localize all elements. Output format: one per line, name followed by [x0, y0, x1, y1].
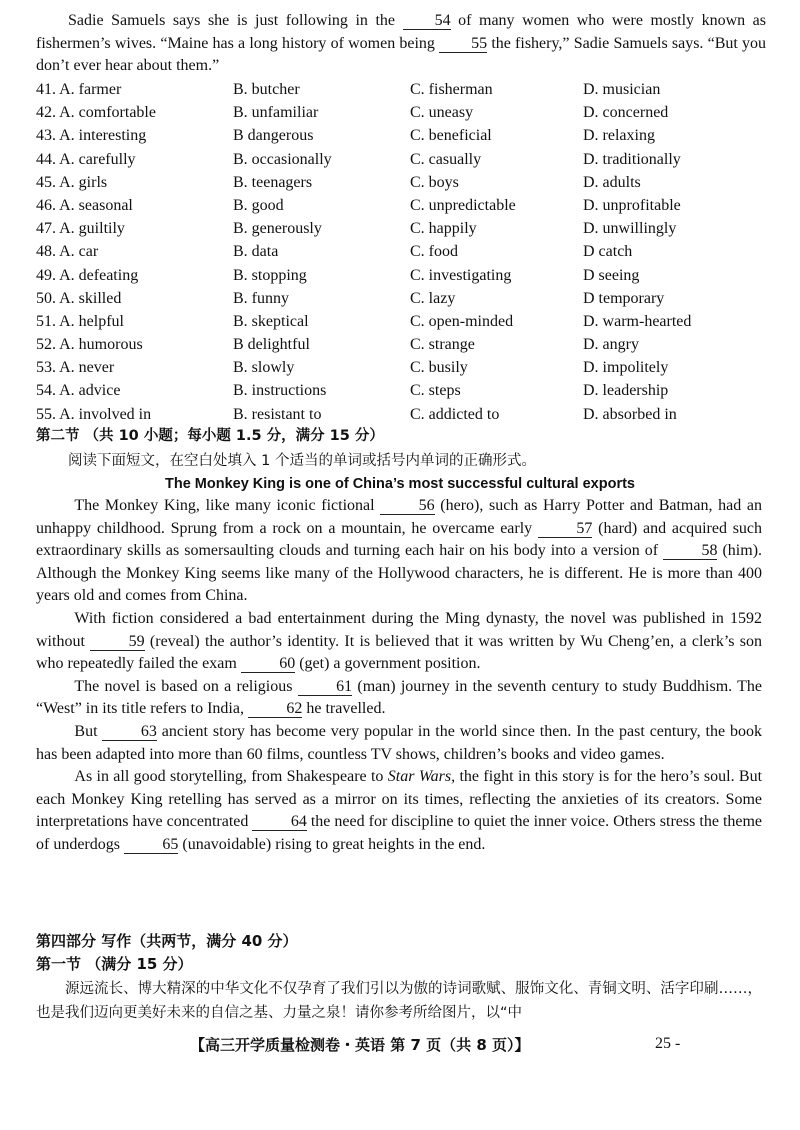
option-c[interactable]: C. food [410, 243, 458, 261]
cloze-paragraph: Sadie Samuels says she is just following in the 54 of many women who were mostly known as fishermen’s wives. “Maine has a long history of women being 55 the fishery,” Sadie Samuels says. “But you don’t ever hear about them.” [36, 12, 767, 74]
option-d[interactable]: D seeing [583, 266, 640, 284]
option-row [36, 124, 776, 147]
option-b[interactable]: B. funny [233, 289, 289, 307]
blank-61[interactable]: 61 [298, 679, 352, 696]
option-d[interactable]: D. warm-hearted [583, 312, 692, 330]
option-row [36, 333, 776, 356]
page-footer: 【高三开学质量检测卷・英语 第 7 页（共 8 页）】 [190, 1036, 530, 1054]
star-wars-title: Star Wars [387, 768, 452, 786]
option-d[interactable]: D catch [583, 243, 633, 261]
option-a[interactable]: 43. A. interesting [36, 127, 147, 145]
option-d[interactable]: D. unprofitable [583, 196, 681, 214]
option-row [36, 264, 776, 287]
option-row [36, 171, 776, 194]
option-a[interactable]: 50. A. skilled [36, 289, 122, 307]
blank-54[interactable]: 54 [403, 13, 451, 30]
option-a[interactable]: 44. A. carefully [36, 150, 136, 168]
option-b[interactable]: B. slowly [233, 359, 295, 377]
option-row [36, 403, 776, 426]
blank-63[interactable]: 63 [102, 724, 156, 741]
option-c[interactable]: C. uneasy [410, 104, 474, 122]
option-c[interactable]: C. lazy [410, 289, 456, 307]
blank-55[interactable]: 55 [439, 36, 487, 53]
option-a[interactable]: 49. A. defeating [36, 266, 139, 284]
option-b[interactable]: B. skeptical [233, 312, 309, 330]
option-b[interactable]: B. unfamiliar [233, 104, 319, 122]
blank-60[interactable]: 60 [241, 656, 295, 673]
option-row [36, 194, 776, 217]
option-a[interactable]: 47. A. guiltily [36, 220, 125, 238]
option-row [36, 356, 776, 379]
option-c[interactable]: C. addicted to [410, 405, 500, 423]
option-b[interactable]: B. teenagers [233, 173, 313, 191]
blank-59[interactable]: 59 [90, 634, 144, 651]
option-d[interactable]: D. adults [583, 173, 641, 191]
option-row [36, 287, 776, 310]
section2-instruction: 阅读下面短文，在空白处填入 1 个适当的单词或括号内单词的正确形式。 [68, 453, 536, 469]
option-c[interactable]: C. casually [410, 150, 482, 168]
passage-paragraph-5: As in all good storytelling, from Shakespeare to Star Wars, the fight in this story is for the hero’s soul. But each Monkey King retelling has served as a mirror on its times, reflecting the anxieties of its creators. Some interpretations have concentrated 64 the need for discipline to quiet the inner voice. Others stress the theme of underdogs 65 (unavoidable) rising to great heights in the end. [36, 768, 763, 853]
passage-paragraph-3: The novel is based on a religious 61 (man) journey in the seventh century to study Buddhism. The “West” in its title refers to India, 62 he travelled. [36, 677, 762, 718]
option-a[interactable]: 48. A. car [36, 243, 99, 261]
option-c[interactable]: C. steps [410, 382, 461, 400]
option-d[interactable]: D. relaxing [583, 127, 655, 145]
option-d[interactable]: D. leadership [583, 382, 669, 400]
blank-62[interactable]: 62 [248, 701, 302, 718]
blank-57[interactable]: 57 [538, 521, 592, 538]
option-row [36, 148, 776, 171]
option-d[interactable]: D. concerned [583, 104, 669, 122]
option-row [36, 78, 776, 101]
option-d[interactable]: D temporary [583, 289, 665, 307]
option-c[interactable]: C. investigating [410, 266, 512, 284]
option-c[interactable]: C. busily [410, 359, 468, 377]
page-number: 25 - [655, 1035, 681, 1052]
option-c[interactable]: C. fisherman [410, 81, 493, 98]
passage-paragraph-2: With fiction considered a bad entertainment during the Ming dynasty, the novel was published in 1592 without 59 (reveal) the author’s identity. It is believed that it was written by Wu Cheng’en, a clerk’s son who repeatedly failed the exam 60 (get) a government position. [36, 609, 763, 673]
option-row [36, 310, 776, 333]
option-b[interactable]: B dangerous [233, 127, 314, 145]
option-d[interactable]: D. impolitely [583, 359, 669, 377]
option-a[interactable]: 45. A. girls [36, 173, 108, 191]
option-row [36, 217, 776, 240]
passage-paragraph-1: The Monkey King, like many iconic fictional 56 (hero), such as Harry Potter and Batman, had an unhappy childhood. Sprung from a rock on a mountain, he overcame early 57 (hard) and acquired such extraordinary skills as somersaulting clouds and turning each hair on his body into a version of 58 (him). Although the Monkey King seems like many of the Hollywood characters, he is different. He is more than 400 years old and comes from China. [36, 497, 763, 605]
option-d[interactable]: D. traditionally [583, 150, 681, 168]
option-b[interactable]: B. resistant to [233, 405, 322, 423]
writing-prompt [36, 977, 762, 1025]
option-b[interactable]: B. stopping [233, 266, 307, 284]
option-d[interactable]: D. musician [583, 81, 661, 98]
grammar-passage [36, 495, 762, 857]
blank-65[interactable]: 65 [124, 837, 178, 854]
option-b[interactable]: B. good [233, 196, 284, 214]
option-row [36, 101, 776, 124]
option-a[interactable]: 53. A. never [36, 359, 115, 377]
option-b[interactable]: B. butcher [233, 81, 300, 98]
blank-56[interactable]: 56 [380, 498, 434, 515]
option-d[interactable]: D. unwillingly [583, 220, 677, 238]
option-row [36, 240, 776, 263]
option-c[interactable]: C. beneficial [410, 127, 492, 145]
option-a[interactable]: 52. A. humorous [36, 336, 143, 354]
option-c[interactable]: C. open-minded [410, 312, 514, 330]
option-a[interactable]: 46. A. seasonal [36, 196, 133, 214]
option-c[interactable]: C. happily [410, 220, 477, 238]
option-a[interactable]: 51. A. helpful [36, 312, 124, 330]
option-b[interactable]: B. data [233, 243, 279, 261]
option-a[interactable]: 42. A. comfortable [36, 104, 156, 122]
option-a[interactable]: 54. A. advice [36, 382, 121, 400]
option-row [36, 379, 776, 402]
option-a[interactable]: 55. A. involved in [36, 405, 152, 423]
blank-58[interactable]: 58 [663, 543, 717, 560]
section2-heading: 第二节 （共 10 小题；每小题 1.5 分，满分 15 分） [36, 428, 384, 444]
passage-paragraph-4: But 63 ancient story has become very popular in the world since then. In the past century, the book has been adapted into more than 60 films, countless TV shows, children’s books and video games. [36, 722, 763, 763]
option-c[interactable]: C. strange [410, 336, 475, 354]
option-b[interactable]: B. occasionally [233, 150, 332, 168]
option-d[interactable]: D. angry [583, 336, 639, 354]
option-b[interactable]: B. instructions [233, 382, 327, 400]
passage-title: The Monkey King is one of China’s most successful cultural exports [164, 476, 635, 492]
option-b[interactable]: B delightful [233, 336, 310, 354]
writing-prompt-text: 源远流长、博大精深的中华文化不仅孕育了我们引以为傲的诗词歌赋、服饰文化、青铜文明、活字印刷……，也是我们迈向更美好未来的自信之基、力量之泉！请你参考所给图片，以“中 [36, 981, 762, 1021]
part4-heading: 第四部分 写作（共两节，满分 40 分） [36, 932, 298, 950]
option-c[interactable]: C. boys [410, 173, 459, 191]
writing-section1-heading: 第一节 （满分 15 分） [36, 955, 193, 973]
option-d[interactable]: D. absorbed in [583, 405, 677, 423]
option-b[interactable]: B. generously [233, 220, 322, 238]
blank-64[interactable]: 64 [252, 814, 306, 831]
cloze-passage-ending [36, 10, 766, 78]
answer-options-table [36, 78, 776, 426]
option-a[interactable]: 41. A. farmer [36, 81, 122, 98]
option-c[interactable]: C. unpredictable [410, 196, 516, 214]
